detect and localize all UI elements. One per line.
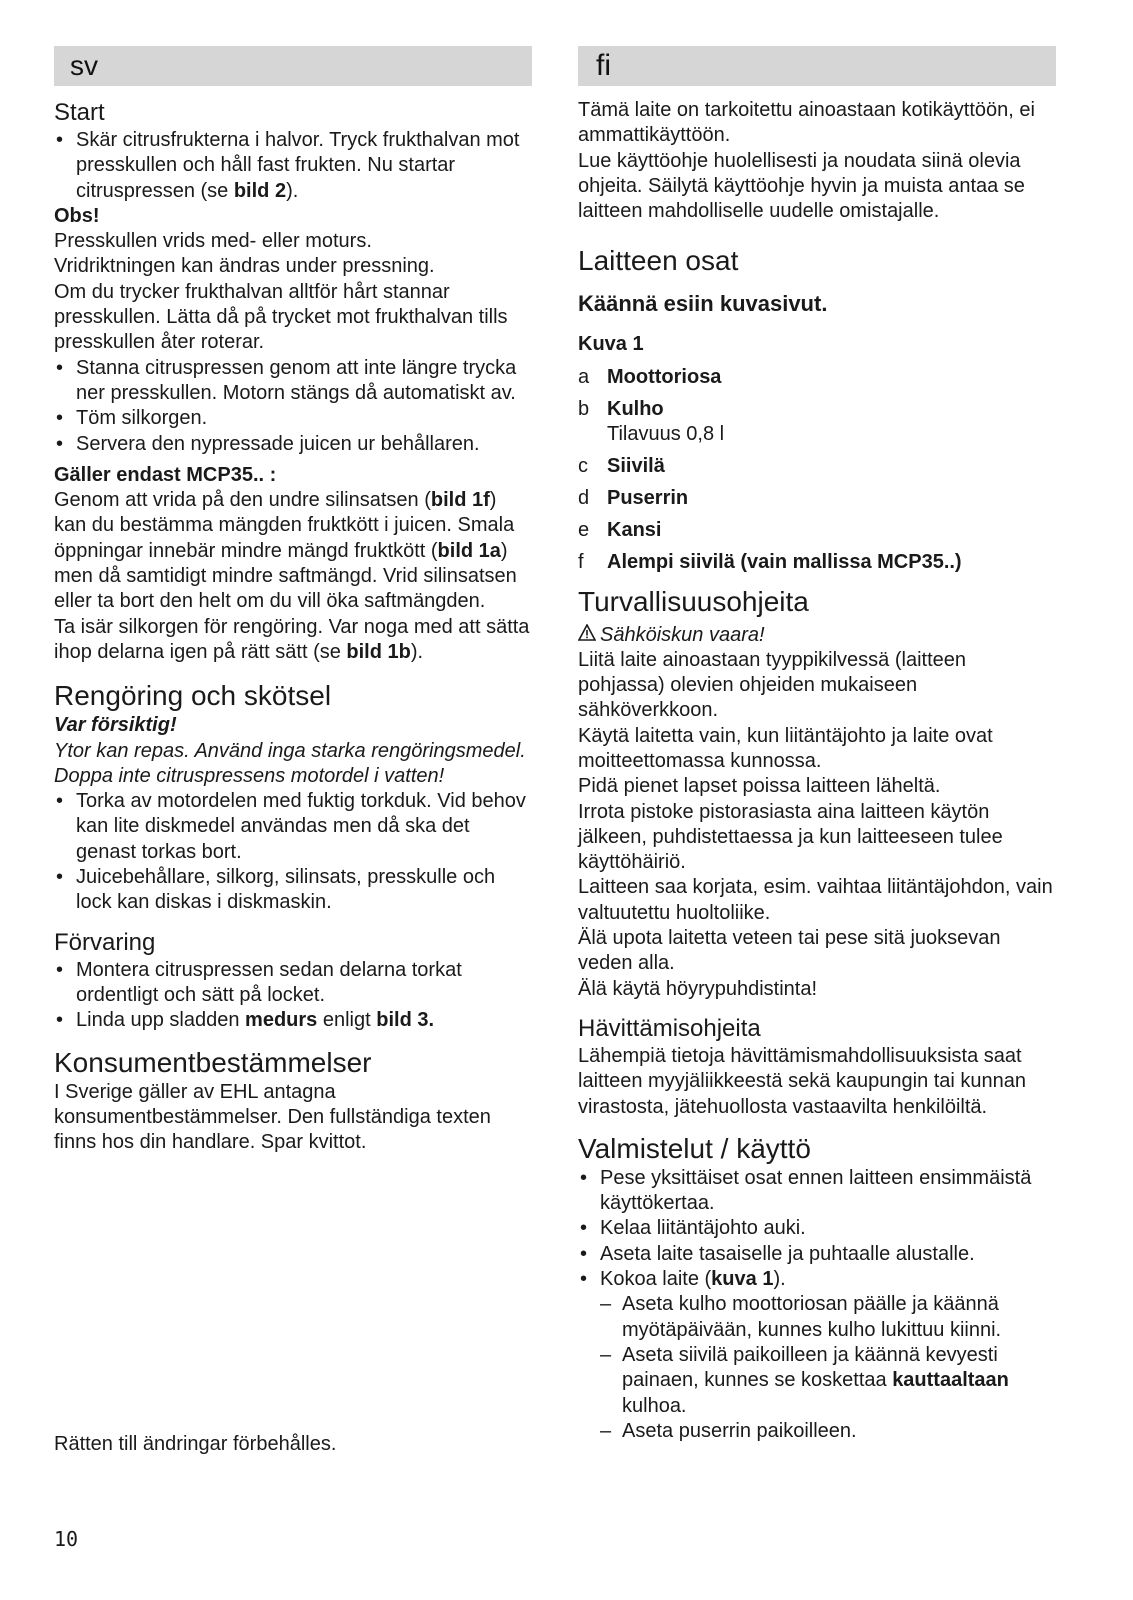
list-item: – Aseta kulho moottoriosan päälle ja käännä myötäpäivään, kunnes kulho lukittuu kiinni. <box>578 1292 1056 1343</box>
part-item: e Kansi <box>578 518 662 541</box>
part-item: a Moottoriosa <box>578 365 722 388</box>
obs-text-2: Vridriktningen kan ändras under pressning. <box>54 255 435 278</box>
safety-warning: Sähköiskun vaara! <box>578 623 1056 648</box>
list-item: • Kokoa laite (kuva 1). <box>578 1267 1056 1292</box>
part-item: d Puserrin <box>578 486 689 509</box>
safety-text-6: Älä upota laitetta veteen tai pese sitä juoksevan veden alla. <box>578 927 1001 975</box>
list-item: • Stanna citruspressen genom att inte längre trycka ner presskullen. Motorn stängs då automatiskt av. <box>54 356 532 407</box>
figure-label: Kuva 1 <box>578 333 644 356</box>
list-item: • Servera den nypressade juicen ur behållaren. <box>54 432 532 457</box>
list-item: • Pese yksittäiset osat ennen laitteen ensimmäistä käyttökertaa. <box>578 1166 1056 1217</box>
list-item: • Torka av motordelen med fuktig torkduk. Vid behov kan lite diskmedel användas men då ska det genast torkas bort. <box>54 789 532 865</box>
obs-label: Obs! <box>54 204 100 227</box>
section-title-consumer: Konsumentbestämmelser <box>54 1046 372 1078</box>
list-item: • Montera citruspressen sedan delarna torkat ordentligt och sätt på locket. <box>54 958 532 1009</box>
page-number: 10 <box>54 1527 79 1551</box>
parts-list <box>578 365 1056 575</box>
footer-note: Rätten till ändringar förbehålles. <box>54 1433 337 1455</box>
caution-label: Var försiktig! <box>54 714 177 737</box>
finnish-column <box>578 46 1056 1444</box>
caution-text: Ytor kan repas. Använd inga starka rengöringsmedel. Doppa inte citruspressens motordel i vatten! <box>54 739 526 787</box>
section-title-parts: Laitteen osat <box>578 245 739 277</box>
section-title-start: Start <box>54 99 105 126</box>
part-item: b Kulho <box>578 397 664 420</box>
parts-subtitle: Käännä esiin kuvasivut. <box>578 291 828 317</box>
section-title-preparation: Valmistelut / käyttö <box>578 1132 811 1164</box>
section-title-disposal: Hävittämisohjeita <box>578 1014 761 1042</box>
assembly-steps <box>578 1292 1056 1444</box>
list-item: • Juicebehållare, silkorg, silinsats, presskulle och lock kan diskas i diskmaskin. <box>54 865 532 916</box>
list-item: – Aseta siivilä paikoilleen ja käännä kevyesti painaen, kunnes se koskettaa kauttaaltaan kulhoa. <box>578 1343 1056 1419</box>
storage-list <box>54 958 532 1034</box>
language-header-sv: sv <box>54 46 532 86</box>
list-item: • Linda upp sladden medurs enligt bild 3. <box>54 1008 532 1033</box>
section-title-storage: Förvaring <box>54 928 156 956</box>
safety-text-1: Liitä laite ainoastaan tyyppikilvessä (laitteen pohjassa) olevien ohjeiden mukaiseen sähköverkkoon. <box>578 648 966 722</box>
start-list-2 <box>54 356 532 457</box>
intro-text-2: Lue käyttöohje huolellisesti ja noudata siinä olevia ohjeita. Säilytä käyttöohje hyvin ja muista antaa se laitteen mahdolliselle uudelle omistajalle. <box>578 149 1025 223</box>
mcp-text-2: Ta isär silkorgen för rengöring. Var noga med att sätta ihop delarna igen på rätt sätt (se bild 1b). <box>54 615 530 663</box>
preparation-list <box>578 1166 1056 1292</box>
safety-text-5: Laitteen saa korjata, esim. vaihtaa liitäntäjohdon, vain valtuutettu huoltoliike. <box>578 876 1053 924</box>
intro-text-1: Tämä laite on tarkoitettu ainoastaan kotikäyttöön, ei ammattikäyttöön. <box>578 99 1035 147</box>
part-item: c Siivilä <box>578 454 665 477</box>
obs-text-3: Om du trycker frukthalvan alltför hårt stannar presskullen. Lätta då på trycket mot frukthalvan tills presskullen åter roterar. <box>54 280 508 354</box>
swedish-column <box>54 46 532 1155</box>
mcp-label: Gäller endast MCP35.. : <box>54 463 277 486</box>
consumer-text: I Sverige gäller av EHL antagna konsumentbestämmelser. Den fullständiga texten finns hos din handlare. Spar kvittot. <box>54 1080 491 1154</box>
obs-text-1: Presskullen vrids med- eller moturs. <box>54 230 372 253</box>
part-capacity: Tilavuus 0,8 l <box>607 422 725 445</box>
list-item: • Skär citrusfrukterna i halvor. Tryck frukthalvan mot presskullen och håll fast frukten. Nu startar citruspressen (se bild 2). <box>54 128 532 204</box>
section-title-cleaning: Rengöring och skötsel <box>54 680 332 712</box>
cleaning-list <box>54 789 532 915</box>
part-item: f Alempi siivilä (vain mallissa MCP35..) <box>578 550 962 573</box>
list-item: • Töm silkorgen. <box>54 406 532 431</box>
mcp-text: Genom att vrida på den undre silinsatsen (bild 1f) kan du bestämma mängden fruktkött i juicen. Smala öppningar innebär mindre mängd fruktkött (bild 1a) men då samtidigt mindre saftmängd. Vrid silinsatsen eller ta bort den helt om du vill öka saftmängden. <box>54 489 517 613</box>
safety-text-2: Käytä laitetta vain, kun liitäntäjohto ja laite ovat moitteettomassa kunnossa. <box>578 724 993 772</box>
safety-text-7: Älä käytä höyrypuhdistinta! <box>578 977 818 1000</box>
list-item: – Aseta puserrin paikoilleen. <box>578 1419 1056 1444</box>
safety-text-4: Irrota pistoke pistorasiasta aina laitteen käytön jälkeen, puhdistettaessa ja kun laitteeseen tulee käyttöhäiriö. <box>578 800 1003 874</box>
section-title-safety: Turvallisuusohjeita <box>578 585 809 617</box>
list-item: • Kelaa liitäntäjohto auki. <box>578 1216 1056 1241</box>
start-list <box>54 128 532 204</box>
language-header-fi: fi <box>578 46 1056 86</box>
list-item: • Aseta laite tasaiselle ja puhtaalle alustalle. <box>578 1242 1056 1267</box>
disposal-text: Lähempiä tietoja hävittämismahdollisuuksista saat laitteen myyjäliikkeestä sekä kaupungin tai kunnan virastosta, jätehuollosta vastaavilta henkilöiltä. <box>578 1044 1027 1118</box>
warning-triangle-icon <box>578 623 600 648</box>
safety-text-3: Pidä pienet lapset poissa laitteen läheltä. <box>578 775 941 798</box>
